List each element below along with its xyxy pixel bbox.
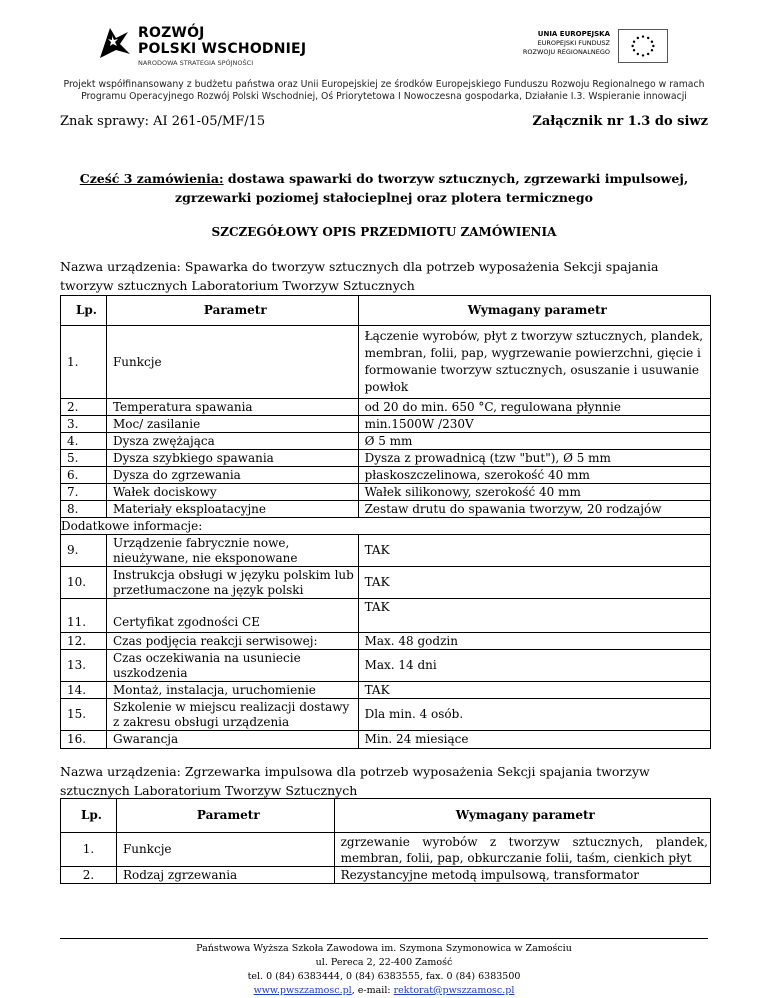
row-number: 15.: [61, 699, 107, 731]
table-row: [61, 633, 711, 650]
logo-subtitle: NARODOWA STRATEGIA SPÓJNOŚCI: [138, 59, 254, 67]
row-number: 11.: [61, 599, 107, 633]
footer: [60, 942, 708, 998]
row-param: Rodzaj zgrzewania: [116, 867, 334, 884]
row-param: Czas oczekiwania na usuniecie uszkodzenia: [106, 650, 358, 682]
row-param: Certyfikat zgodności CE: [106, 599, 358, 633]
eu-label: [523, 30, 610, 57]
row-number: 2.: [61, 399, 107, 416]
logo-title-line1: ROZWÓJ: [138, 25, 205, 41]
table-row: [61, 326, 711, 399]
table-header-row: [61, 296, 711, 326]
case-reference: Znak sprawy: AI 261-05/MF/15: [60, 114, 266, 129]
row-value: TAK: [358, 567, 710, 599]
website-link[interactable]: www.pwszzamosc.pl: [253, 985, 352, 996]
part-title-line2: zgrzewarki poziomej stałocieplnej oraz plotera termicznego: [175, 190, 593, 205]
row-number: 12.: [61, 633, 107, 650]
row-value: Zestaw drutu do spawania tworzyw, 20 rodzajów: [358, 501, 710, 518]
row-param: Urządzenie fabrycznie nowe, nieużywane, nie eksponowane: [106, 535, 358, 567]
table-row: [61, 416, 711, 433]
table-row: [61, 731, 711, 749]
row-param: Instrukcja obsługi w języku polskim lub przetłumaczone na język polski: [106, 567, 358, 599]
row-value: Wałek silikonowy, szerokość 40 mm: [358, 484, 710, 501]
row-number: 8.: [61, 501, 107, 518]
row-param: Moc/ zasilanie: [106, 416, 358, 433]
extra-info-label: Dodatkowe informacje:: [61, 518, 711, 535]
table-row: [61, 433, 711, 450]
table-row: [61, 467, 711, 484]
col-header-required: Wymagany parametr: [358, 296, 710, 326]
table-row: [61, 535, 711, 567]
row-value: Dysza z prowadnicą (tzw "but"), Ø 5 mm: [358, 450, 710, 467]
row-param: Gwarancja: [106, 731, 358, 749]
row-value: Dla min. 4 osób.: [358, 699, 710, 731]
table-row: [61, 833, 711, 867]
row-param: Dysza szybkiego spawania: [106, 450, 358, 467]
table-row: [61, 567, 711, 599]
table-section-row: [61, 518, 711, 535]
spec-table-welder: [60, 295, 711, 749]
part-title-rest: dostawa spawarki do tworzyw sztucznych, zgrzewarki impulsowej,: [223, 171, 689, 186]
col-header-param: Parametr: [106, 296, 358, 326]
device-name-2: Nazwa urządzenia: Zgrzewarka impulsowa dla potrzeb wyposażenia Sekcji spajania tworzyw sztucznych Laboratorium Tworzyw Sztucznych: [60, 764, 650, 798]
row-value: TAK: [358, 535, 710, 567]
table-row: [61, 682, 711, 699]
table-row: [61, 501, 711, 518]
row-param: Materiały eksploatacyjne: [106, 501, 358, 518]
row-param: Czas podjęcia reakcji serwisowej:: [106, 633, 358, 650]
email-link[interactable]: rektorat@pwszzamosc.pl: [393, 985, 515, 996]
row-number: 5.: [61, 450, 107, 467]
row-value: płaskoszczelinowa, szerokość 40 mm: [358, 467, 710, 484]
row-param: Funkcje: [106, 326, 358, 399]
row-value: od 20 do min. 650 °C, regulowana płynnie: [358, 399, 710, 416]
footer-phones: tel. 0 (84) 6383444, 0 (84) 6383555, fax. 0 (84) 6383500: [247, 971, 521, 982]
table-row: [61, 450, 711, 467]
row-number: 13.: [61, 650, 107, 682]
row-number: 16.: [61, 731, 107, 749]
row-number: 1.: [61, 326, 107, 399]
device-name-1: Nazwa urządzenia: Spawarka do tworzyw sztucznych dla potrzeb wyposażenia Sekcji spajania tworzyw sztucznych Laboratorium Tworzyw Sztucznych: [60, 259, 659, 293]
part-title-underlined: Cześć 3 zamówienia:: [79, 171, 224, 186]
description-title: SZCZEGÓŁOWY OPIS PRZEDMIOTU ZAMÓWIENIA: [211, 225, 557, 239]
col-header-lp: Lp.: [61, 296, 107, 326]
col-header-param: Parametr: [116, 799, 334, 833]
row-value: Max. 48 godzin: [358, 633, 710, 650]
footer-contact: [60, 984, 708, 998]
row-param: Montaż, instalacja, uruchomienie: [106, 682, 358, 699]
row-number: 4.: [61, 433, 107, 450]
row-param: Dysza do zgrzewania: [106, 467, 358, 484]
col-header-required: Wymagany parametr: [334, 799, 710, 833]
col-header-lp: Lp.: [61, 799, 117, 833]
footer-address: ul. Pereca 2, 22-400 Zamość: [315, 957, 453, 968]
row-param: Dysza zwężająca: [106, 433, 358, 450]
email-prefix: , e-mail:: [351, 985, 394, 996]
cofinancing-statement: Projekt współfinansowany z budżetu państwa oraz Unii Europejskiej ze środków Europejskiego Funduszu Rozwoju Regionalnego w ramach Programu Operacyjnego Rozwój Polski Wschodniej, Oś Priorytetowa I Nowoczesna gospodarka, Działanie I.3. Wspieranie innowacji: [63, 79, 705, 102]
footer-divider: [60, 938, 708, 939]
table-row: [61, 650, 711, 682]
row-value: Min. 24 miesiące: [358, 731, 710, 749]
eu-label-line1: UNIA EUROPEJSKA: [537, 30, 610, 38]
row-value: zgrzewanie wyrobów z tworzyw sztucznych, plandek, membran, folii, pap, obkurczanie folii, taśm, cienkich płyt: [334, 833, 710, 867]
table-header-row: [61, 799, 711, 833]
logo-title-line2: POLSKI WSCHODNIEJ: [138, 41, 307, 57]
row-param: Temperatura spawania: [106, 399, 358, 416]
spec-table-impulse-sealer: [60, 798, 711, 884]
table-row: [61, 599, 711, 633]
row-value: Łączenie wyrobów, płyt z tworzyw sztucznych, plandek, membran, folii, pap, wygrzewanie powierzchni, gięcie i formowanie tworzyw sztucznych, osuszanie i usuwanie powłok: [358, 326, 710, 399]
row-value: min.1500W /230V: [358, 416, 710, 433]
eu-label-line3: ROZWOJU REGIONALNEGO: [522, 48, 610, 56]
row-number: 2.: [61, 867, 117, 884]
eu-label-line2: EUROPEJSKI FUNDUSZ: [537, 39, 610, 47]
row-value: Rezystancyjne metodą impulsową, transformator: [334, 867, 710, 884]
table-row: [61, 399, 711, 416]
table-row: [61, 699, 711, 731]
row-param: Funkcje: [116, 833, 334, 867]
table-row: [61, 867, 711, 884]
row-value: Max. 14 dni: [358, 650, 710, 682]
row-number: 9.: [61, 535, 107, 567]
row-param: Szkolenie w miejscu realizacji dostawy z zakresu obsługi urządzenia: [106, 699, 358, 731]
row-number: 3.: [61, 416, 107, 433]
row-value: TAK: [358, 682, 710, 699]
row-number: 1.: [61, 833, 117, 867]
row-number: 10.: [61, 567, 107, 599]
row-number: 14.: [61, 682, 107, 699]
row-param: Wałek dociskowy: [106, 484, 358, 501]
row-number: 6.: [61, 467, 107, 484]
eu-flag-icon: [618, 29, 668, 63]
rozwoj-logo-icon: [96, 24, 132, 60]
row-number: 7.: [61, 484, 107, 501]
annex-number: Załącznik nr 1.3 do siwz: [532, 114, 708, 129]
row-value: Ø 5 mm: [358, 433, 710, 450]
footer-institution: Państwowa Wyższa Szkoła Zawodowa im. Szymona Szymonowica w Zamościu: [196, 943, 572, 954]
part-title: [60, 169, 708, 207]
row-value: TAK: [358, 599, 710, 633]
table-row: [61, 484, 711, 501]
